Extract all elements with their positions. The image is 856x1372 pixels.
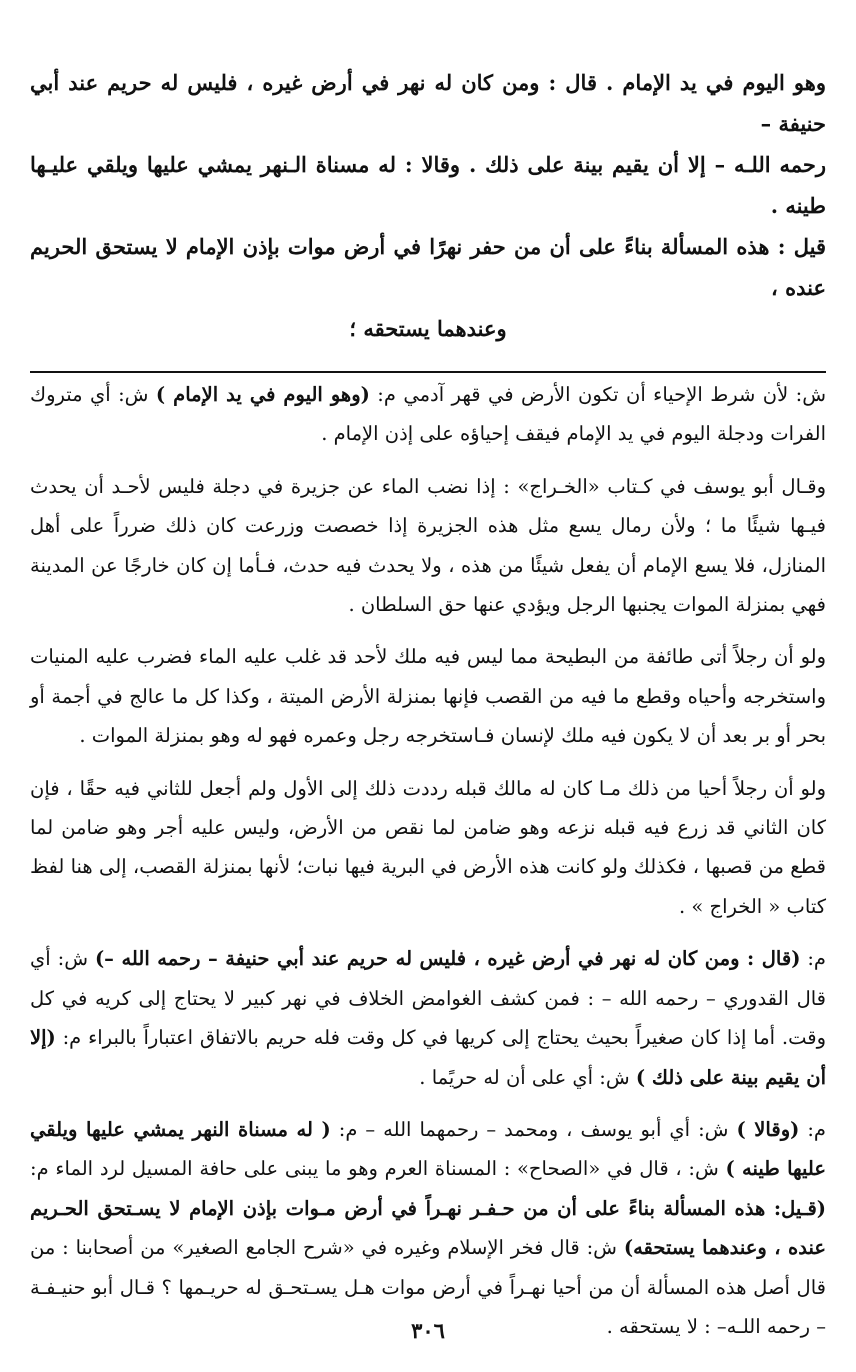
page-content	[30, 62, 826, 1359]
commentary-text: ولو أن رجلاً أحيا من ذلك مـا كان له مالك قبله رددت ذلك إلى الأول ولم أجعل للثاني فيه حقًا ، فإن كان الثاني قد زرع فيه قبله نزعه وهو ضامن لما نقص من الأرض، وليس عليه أجر وهو ضامن لما قطع من قصبها ، فكذلك ولو كانت هذه الأرض في البرية فيها نبات؛ لأنها بمنزلة القصب، إلى هنا لفظ كتاب « الخراج » .	[30, 776, 826, 918]
commentary-paragraph	[30, 375, 826, 454]
commentary-text: م:	[799, 1117, 826, 1141]
main-text-line: قيل : هذه المسألة بناءً على أن من حفر نهرًا في أرض موات بإذن الإمام لا يستحق الحريم عنده ،	[30, 234, 826, 300]
commentary-text: ش: قال فخر الإسلام وغيره في «شرح الجامع الصغير» من أصحابنا : من قال أصل هذه المسألة أن من أحيا نهـراً في أرض موات هـل يسـتحـق له حريـمها ؟ قـال أبو حنيـفـة – رحمه اللـه– : لا يستحقه .	[30, 1236, 826, 1338]
commentary-paragraph	[30, 939, 826, 1097]
quoted-main-text: (إلا أن يقيم بينة على ذلك )	[30, 1026, 826, 1089]
page-number: ٣٠٦	[411, 1318, 445, 1343]
commentary-text: ش: أي متروك الفرات ودجلة اليوم في يد الإمام فيقف إحياؤه على إذن الإمام .	[30, 383, 826, 446]
quoted-main-text: (قال : ومن كان له نهر في أرض غيره ، فليس له حريم عند أبي حنيفة – رحمه الله –)	[94, 947, 801, 971]
commentary-block	[30, 375, 826, 1346]
commentary-text: ش: ، قال في «الصحاح» : المسناة العرم وهو ما يبنى على حافة المسيل لرد الماء م:	[30, 1157, 726, 1181]
quoted-main-text: (وهو اليوم في يد الإمام )	[155, 383, 370, 406]
commentary-text: ش: أي قال القدوري – رحمه الله – : فمن كشف الغوامض الخلاف في نهر كبير لا يحتاج إلى كريه في كل وقت. أما إذا كان صغيراً بحيث يحتاج إلى كريها في كل وقت فله حريم بالاتفاق اعتباراً بالبراء م:	[30, 947, 826, 1050]
commentary-text: ش: لأن شرط الإحياء أن تكون الأرض في قهر آدمي م:	[369, 383, 826, 406]
commentary-paragraph	[30, 467, 826, 625]
main-text-block	[30, 62, 826, 349]
commentary-paragraph	[30, 637, 826, 755]
commentary-paragraph	[30, 1110, 826, 1346]
commentary-text: ولو أن رجلاً أتى طائفة من البطيحة مما ليس فيه ملك لأحد قد غلب عليه الماء فضرب عليه المنيات واستخرجه وأحياه وقطع ما فيه من القصب فإنها بمنزلة الأرض الميتة ، وكذا كل ما عالج في أجمة أو بحر أو بر بعد أن لا يكون فيه ملك لإنسان فـاستخرجه رجل وعمره فهو له وهو بمنزلة الموات .	[30, 645, 826, 748]
commentary-paragraph	[30, 769, 826, 927]
commentary-text: ش: أي على أن له حريًما .	[419, 1065, 636, 1089]
section-divider	[30, 371, 826, 373]
quoted-main-text: (وقالا )	[736, 1117, 800, 1141]
commentary-text: وقـال أبو يوسف في كـتاب «الخـراج» : إذا نضب الماء عن جزيرة في دجلة فليس لأحـد أن يحدث فيـها شيئًا ما ؛ ولأن رمال يسع مثل هذه الجزيرة إذا خصصت وزرعت كان ذلك ضرراً على أهل المنازل، فلا يسع الإمام أن يفعل شيئًا من هذه ، ولا يحدث فيه حدث، فـأما إن كان خارجًا عن المدينة فهي بمنزلة الموات يجنبها الرجل ويؤدي عنها حق السلطان .	[30, 474, 826, 617]
main-text-line: وهو اليوم في يد الإمام . قال : ومن كان له نهر في أرض غيره ، فليس له حريم عند أبي حنيفة –	[30, 70, 826, 136]
quoted-main-text: (قـيل: هذه المسألة بناءً على أن من حـفـر نهـراً في أرض مـوات بإذن الإمام لا يسـتحق الحـريم عنده ، وعندهما يستحقه)	[30, 1196, 826, 1260]
commentary-text: ش: أي أبو يوسف ، ومحمد – رحمهما الله – م:	[330, 1117, 737, 1141]
main-text-line: رحمه اللـه – إلا أن يقيم بينة على ذلك . وقالا : له مسناة الـنهر يمشي عليها ويلقي عليـها طينه .	[30, 152, 826, 218]
commentary-text: م:	[800, 947, 827, 971]
quoted-main-text: ( له مسناة النهر يمشي عليها ويلقي عليها طينه )	[30, 1117, 827, 1181]
main-text-line: وعندهما يستحقه ؛	[349, 316, 507, 341]
